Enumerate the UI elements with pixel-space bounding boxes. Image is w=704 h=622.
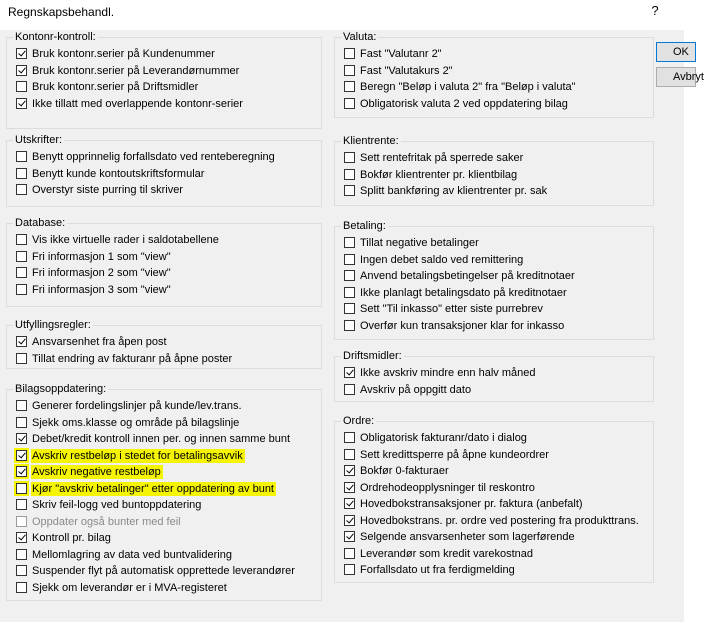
group-title: Utskrifter: bbox=[15, 134, 63, 146]
checkbox-label: Debet/kredit kontroll innen per. og innen samme bunt bbox=[32, 433, 291, 445]
checkbox-label: Hovedbokstrans. pr. ordre ved postering fra produkttrans. bbox=[360, 514, 639, 527]
checkbox-label: Ikke tillatt med overlappende kontonr-serier bbox=[32, 97, 243, 110]
checkbox-label: Ordrehodeopplysninger til reskontro bbox=[360, 481, 535, 494]
checkbox-label: Splitt bankføring av klientrenter pr. sak bbox=[360, 185, 548, 197]
group-title: Ordre: bbox=[343, 415, 375, 427]
checked-checkbox-icon[interactable] bbox=[344, 482, 355, 493]
unchecked-checkbox-icon[interactable] bbox=[16, 234, 27, 245]
checkbox-label: Anvend betalingsbetingelser på kreditnotaer bbox=[360, 270, 575, 282]
checkbox-label: Fast "Valutanr 2" bbox=[360, 48, 442, 60]
checkbox-label: Bruk kontonr.serier på Kundenummer bbox=[32, 48, 215, 60]
unchecked-checkbox-icon[interactable] bbox=[16, 582, 27, 593]
checked-checkbox-icon[interactable] bbox=[16, 466, 27, 477]
checkbox-label: Selgende ansvarsenheter som lagerførende bbox=[360, 531, 575, 543]
checked-checkbox-icon[interactable] bbox=[344, 367, 355, 378]
unchecked-checkbox-icon[interactable] bbox=[344, 98, 355, 109]
group-title: Bilagsoppdatering: bbox=[15, 383, 107, 395]
checkbox-label: Sjekk om leverandør er i MVA-registeret bbox=[32, 581, 227, 594]
checkbox-label: Sett kredittsperre på åpne kundeordrer bbox=[360, 448, 549, 461]
unchecked-checkbox-icon[interactable] bbox=[16, 151, 27, 162]
group-title: Valuta: bbox=[343, 31, 377, 43]
checkbox-label: Kontroll pr. bilag bbox=[32, 532, 111, 544]
unchecked-checkbox-icon[interactable] bbox=[344, 449, 355, 460]
checked-checkbox-icon[interactable] bbox=[344, 465, 355, 476]
title-bar bbox=[0, 0, 684, 30]
checked-checkbox-icon[interactable] bbox=[16, 450, 27, 461]
unchecked-checkbox-icon[interactable] bbox=[344, 81, 355, 92]
unchecked-checkbox-icon[interactable] bbox=[16, 565, 27, 576]
checkbox-label: Bokfør 0-fakturaer bbox=[360, 465, 449, 477]
checkbox-label: Sjekk oms.klasse og område på bilagslinje bbox=[32, 416, 240, 429]
checkbox-label: Overstyr siste purring til skriver bbox=[32, 184, 183, 196]
checkbox-label: Oppdater også bunter med feil bbox=[32, 515, 181, 528]
checked-checkbox-icon[interactable] bbox=[344, 498, 355, 509]
checkbox-label: Bruk kontonr.serier på Leverandørnummer bbox=[32, 64, 240, 77]
checkbox-label: Fri informasjon 3 som "view" bbox=[32, 283, 171, 296]
checkbox-label: Obligatorisk valuta 2 ved oppdatering bilag bbox=[360, 97, 568, 110]
group-betaling bbox=[334, 220, 654, 340]
checkbox-label: Ikke planlagt betalingsdato på kreditnotaer bbox=[360, 286, 567, 299]
help-button[interactable]: ? bbox=[651, 3, 659, 18]
checkbox-label: Vis ikke virtuelle rader i saldotabellene bbox=[32, 234, 219, 246]
unchecked-checkbox-icon[interactable] bbox=[344, 48, 355, 59]
group-title: Klientrente: bbox=[343, 135, 399, 147]
checkbox-label: Ansvarsenhet fra åpen post bbox=[32, 336, 167, 348]
checkbox-label: Avskriv restbeløp i stedet for betalingsavvik bbox=[32, 449, 243, 462]
checked-checkbox-icon[interactable] bbox=[16, 98, 27, 109]
unchecked-checkbox-icon[interactable] bbox=[344, 169, 355, 180]
checkbox-label: Sett rentefritak på sperrede saker bbox=[360, 152, 524, 164]
unchecked-checkbox-icon[interactable] bbox=[344, 287, 355, 298]
checkbox-label: Mellomlagring av data ved buntvalidering bbox=[32, 548, 232, 561]
unchecked-checkbox-icon[interactable] bbox=[344, 254, 355, 265]
checkbox-label: Fri informasjon 1 som "view" bbox=[32, 250, 171, 263]
group-utskrifter bbox=[6, 134, 322, 207]
checkbox-label: Ingen debet saldo ved remittering bbox=[360, 253, 524, 266]
group-bilagsoppdatering bbox=[6, 383, 322, 601]
unchecked-checkbox-icon[interactable] bbox=[344, 65, 355, 76]
window-title: Regnskapsbehandl. bbox=[8, 5, 115, 19]
group-klientrente bbox=[334, 135, 654, 206]
checkbox-label: Bokfør klientrenter pr. klientbilag bbox=[360, 168, 518, 181]
checked-checkbox-icon[interactable] bbox=[16, 48, 27, 59]
group-title: Betaling: bbox=[343, 220, 386, 232]
unchecked-checkbox-icon bbox=[16, 516, 27, 527]
cancel-button[interactable]: Avbryt bbox=[656, 67, 696, 87]
unchecked-checkbox-icon[interactable] bbox=[344, 384, 355, 395]
unchecked-checkbox-icon[interactable] bbox=[16, 353, 27, 364]
unchecked-checkbox-icon[interactable] bbox=[344, 548, 355, 559]
checkbox-label: Kjør "avskriv betalinger" etter oppdatering av bunt bbox=[32, 482, 274, 495]
group-title: Kontonr-kontroll: bbox=[15, 31, 96, 43]
ok-button[interactable]: OK bbox=[656, 42, 696, 62]
checkbox-label: Obligatorisk fakturanr/dato i dialog bbox=[360, 432, 527, 444]
unchecked-checkbox-icon[interactable] bbox=[16, 483, 27, 494]
group-title: Driftsmidler: bbox=[343, 350, 402, 362]
unchecked-checkbox-icon[interactable] bbox=[16, 168, 27, 179]
checkbox-label: Suspender flyt på automatisk opprettede leverandører bbox=[32, 565, 295, 577]
unchecked-checkbox-icon[interactable] bbox=[16, 184, 27, 195]
checkbox-label: Benytt kunde kontoutskriftsformular bbox=[32, 167, 205, 180]
unchecked-checkbox-icon[interactable] bbox=[16, 499, 27, 510]
checked-checkbox-icon[interactable] bbox=[16, 336, 27, 347]
checkbox-label: Bruk kontonr.serier på Driftsmidler bbox=[32, 81, 199, 93]
group-ordre bbox=[334, 415, 654, 583]
checkbox-label: Tillat endring av fakturanr på åpne poster bbox=[32, 352, 233, 365]
unchecked-checkbox-icon[interactable] bbox=[16, 284, 27, 295]
checked-checkbox-icon[interactable] bbox=[344, 515, 355, 526]
checkbox-label: Leverandør som kredit varekostnad bbox=[360, 547, 534, 560]
group-kontonr-kontroll bbox=[6, 31, 322, 129]
checkbox-label: Tillat negative betalinger bbox=[360, 237, 479, 249]
group-driftsmidler bbox=[334, 350, 654, 402]
checkbox-label: Avskriv negative restbeløp bbox=[32, 466, 161, 478]
checkbox-label: Fast "Valutakurs 2" bbox=[360, 64, 453, 77]
unchecked-checkbox-icon[interactable] bbox=[16, 251, 27, 262]
checked-checkbox-icon[interactable] bbox=[16, 65, 27, 76]
checked-checkbox-icon[interactable] bbox=[16, 433, 27, 444]
checkbox-label: Beregn "Beløp i valuta 2" fra "Beløp i valuta" bbox=[360, 81, 576, 93]
checkbox-label: Sett "Til inkasso" etter siste purrebrev bbox=[360, 303, 543, 315]
unchecked-checkbox-icon[interactable] bbox=[344, 564, 355, 575]
checkbox-label: Skriv feil-logg ved buntoppdatering bbox=[32, 499, 202, 511]
unchecked-checkbox-icon[interactable] bbox=[344, 237, 355, 248]
unchecked-checkbox-icon[interactable] bbox=[16, 417, 27, 428]
unchecked-checkbox-icon[interactable] bbox=[16, 400, 27, 411]
checkbox-label: Avskriv på oppgitt dato bbox=[360, 383, 472, 396]
unchecked-checkbox-icon[interactable] bbox=[16, 549, 27, 560]
unchecked-checkbox-icon[interactable] bbox=[16, 81, 27, 92]
dialog-client-area bbox=[0, 30, 704, 622]
checkbox-label: Overfør kun transaksjoner klar for inkasso bbox=[360, 319, 565, 332]
group-utfyllingsregler bbox=[6, 319, 322, 369]
unchecked-checkbox-icon[interactable] bbox=[344, 185, 355, 196]
unchecked-checkbox-icon[interactable] bbox=[344, 432, 355, 443]
checkbox-label: Forfallsdato ut fra ferdigmelding bbox=[360, 564, 515, 576]
checkbox-label: Benytt opprinnelig forfallsdato ved renteberegning bbox=[32, 151, 275, 163]
checkbox-label: Fri informasjon 2 som "view" bbox=[32, 267, 171, 279]
unchecked-checkbox-icon[interactable] bbox=[344, 320, 355, 331]
unchecked-checkbox-icon[interactable] bbox=[344, 152, 355, 163]
group-valuta bbox=[334, 31, 654, 118]
unchecked-checkbox-icon[interactable] bbox=[344, 270, 355, 281]
unchecked-checkbox-icon[interactable] bbox=[16, 267, 27, 278]
checkbox-label: Ikke avskriv mindre enn halv måned bbox=[360, 367, 536, 379]
checked-checkbox-icon[interactable] bbox=[344, 531, 355, 542]
group-database bbox=[6, 217, 322, 307]
checkbox-label: Generer fordelingslinjer på kunde/lev.trans. bbox=[32, 400, 242, 412]
group-title: Utfyllingsregler: bbox=[15, 319, 91, 331]
checkbox-label: Hovedbokstransaksjoner pr. faktura (anbefalt) bbox=[360, 498, 583, 510]
group-title: Database: bbox=[15, 217, 66, 229]
checked-checkbox-icon[interactable] bbox=[16, 532, 27, 543]
unchecked-checkbox-icon[interactable] bbox=[344, 303, 355, 314]
